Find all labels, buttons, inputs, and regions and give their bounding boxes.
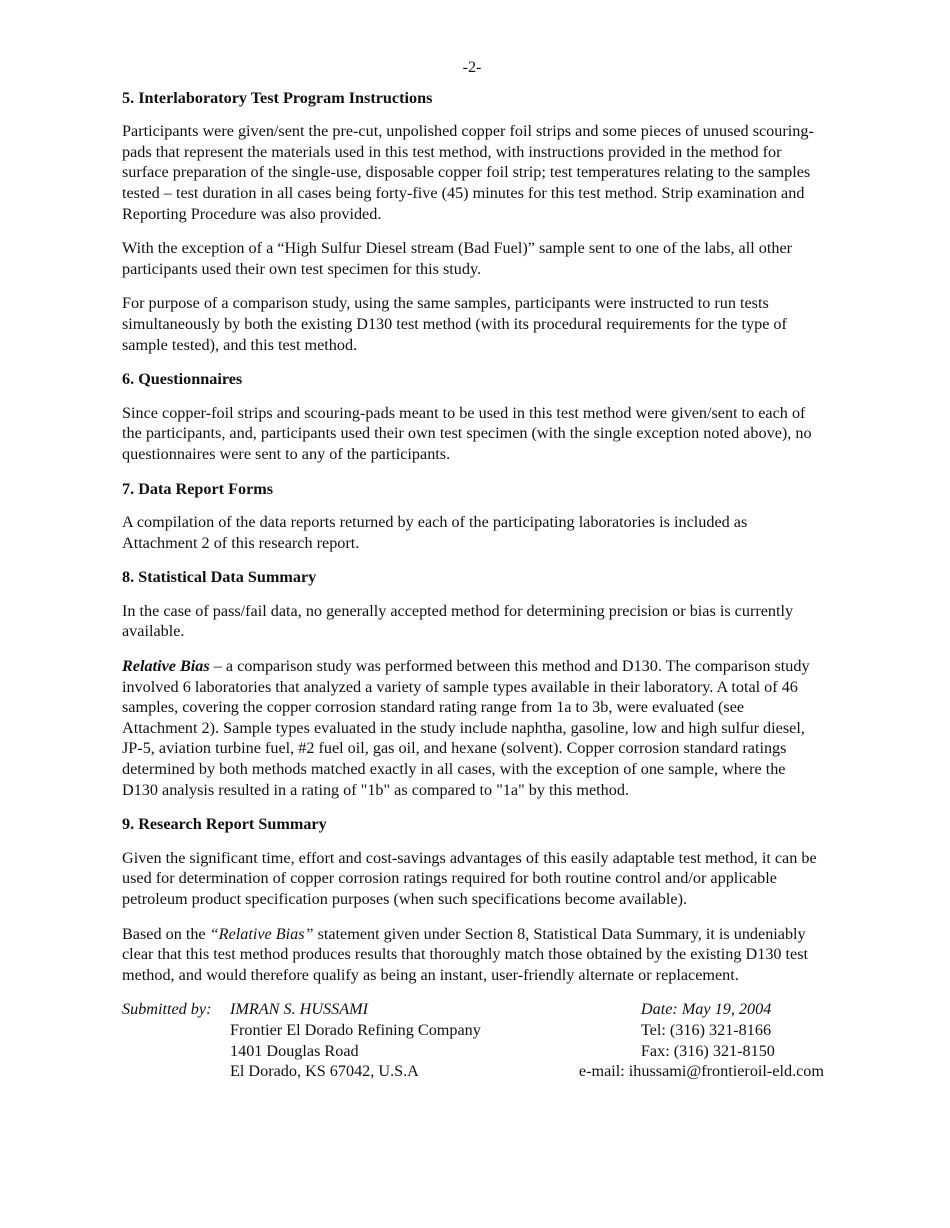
submitter-contact: [578, 999, 824, 1081]
email: e-mail: ihussami@frontieroil-eld.com: [578, 1062, 824, 1081]
section-8-paragraph-1: In the case of pass/fail data, no generally accepted method for determining precision or bias is currently available.: [122, 601, 794, 641]
section-9-paragraph-1: Given the significant time, effort and cost-savings advantages of this easily adaptable test method, it can be used for determination of copper corrosion ratings required for both routine control and/or applicable petroleum product specification purposes (when such specifications become available).: [122, 848, 817, 908]
section-7-paragraph-1: A compilation of the data reports returned by each of the participating laboratories is included as Attachment 2 of this research report.: [122, 513, 748, 552]
page-number: -2-: [462, 58, 482, 76]
submitter-company: Frontier El Dorado Refining Company: [230, 1020, 481, 1039]
section-5-paragraph-3: For purpose of a comparison study, using the same samples, participants were instructed to run tests simultaneously by both the existing D130 test method (with its procedural requirements for the type of sample tested), and this test method.: [122, 294, 787, 354]
section-6-paragraph-1: Since copper-foil strips and scouring-pads meant to be used in this test method were given/sent to each of the participants, and, participants used their own test specimen (with the single exception noted above), no questionnaires were sent to any of the participants.: [122, 403, 812, 463]
telephone: Tel: (316) 321-8166: [640, 1020, 772, 1039]
submitted-by-label: Submitted by:: [122, 1000, 212, 1019]
section-5-paragraph-1: Participants were given/sent the pre-cut, unpolished copper foil strips and some pieces of unused scouring-pads that represent the materials used in this test method, with instructions provided in the method for surface preparation of the single-use, disposable copper foil strip; test temperatures relating to the samples tested – test duration in all cases being forty-five (45) minutes for this test method. Strip examination and Reporting Procedure was also provided.: [122, 122, 814, 223]
section-7-heading: 7. Data Report Forms: [122, 479, 274, 498]
submitter-name: IMRAN S. HUSSAMI: [230, 1000, 369, 1019]
relative-bias-paragraph: [122, 656, 822, 800]
section-6-heading: 6. Questionnaires: [122, 370, 243, 389]
relative-bias-label: Relative Bias: [122, 657, 210, 676]
final-post-text: statement given under Section 8, Statistical Data Summary, it is undeniably clear that this test method produces results that thoroughly match those obtained by the existing D130 test method, and would therefore qualify as being an instant, user-friendly alternate or replacement.: [122, 924, 809, 984]
submission-date: Date: May 19, 2004: [640, 1000, 772, 1019]
signature-block: [122, 999, 822, 1083]
document-page: [122, 57, 822, 1083]
submitter-city: El Dorado, KS 67042, U.S.A: [230, 1062, 419, 1081]
section-5-heading: 5. Interlaboratory Test Program Instructions: [122, 88, 433, 107]
submitter-address: [230, 999, 481, 1081]
section-8-heading: 8. Statistical Data Summary: [122, 568, 317, 587]
section-9-heading: 9. Research Report Summary: [122, 815, 327, 834]
section-9-paragraph-2: [122, 924, 822, 986]
fax: Fax: (316) 321-8150: [640, 1041, 775, 1060]
section-5-paragraph-2: With the exception of a “High Sulfur Diesel stream (Bad Fuel)” sample sent to one of the labs, all other participants used their own test specimen for this study.: [122, 239, 793, 278]
submitter-street: 1401 Douglas Road: [230, 1041, 359, 1060]
relative-bias-text: – a comparison study was performed between this method and D130. The comparison study involved 6 laboratories that analyzed a variety of sample types available in their laboratory. A total of 46 samples, covering the copper corrosion standard rating range from 1a to 3b, were evaluated (see Attachment 2). Sample types evaluated in the study include naphtha, gasoline, low and high sulfur diesel, JP-5, aviation turbine fuel, #2 fuel oil, gas oil, and hexane (solvent). Copper corrosion standard ratings determined by both methods matched exactly in all cases, with the exception of one sample, where the D130 analysis resulted in a rating of "1b" as compared to "1a" by this method.: [122, 657, 810, 799]
final-quote-text: “Relative Bias”: [209, 924, 314, 943]
final-pre-text: Based on the: [122, 924, 210, 943]
